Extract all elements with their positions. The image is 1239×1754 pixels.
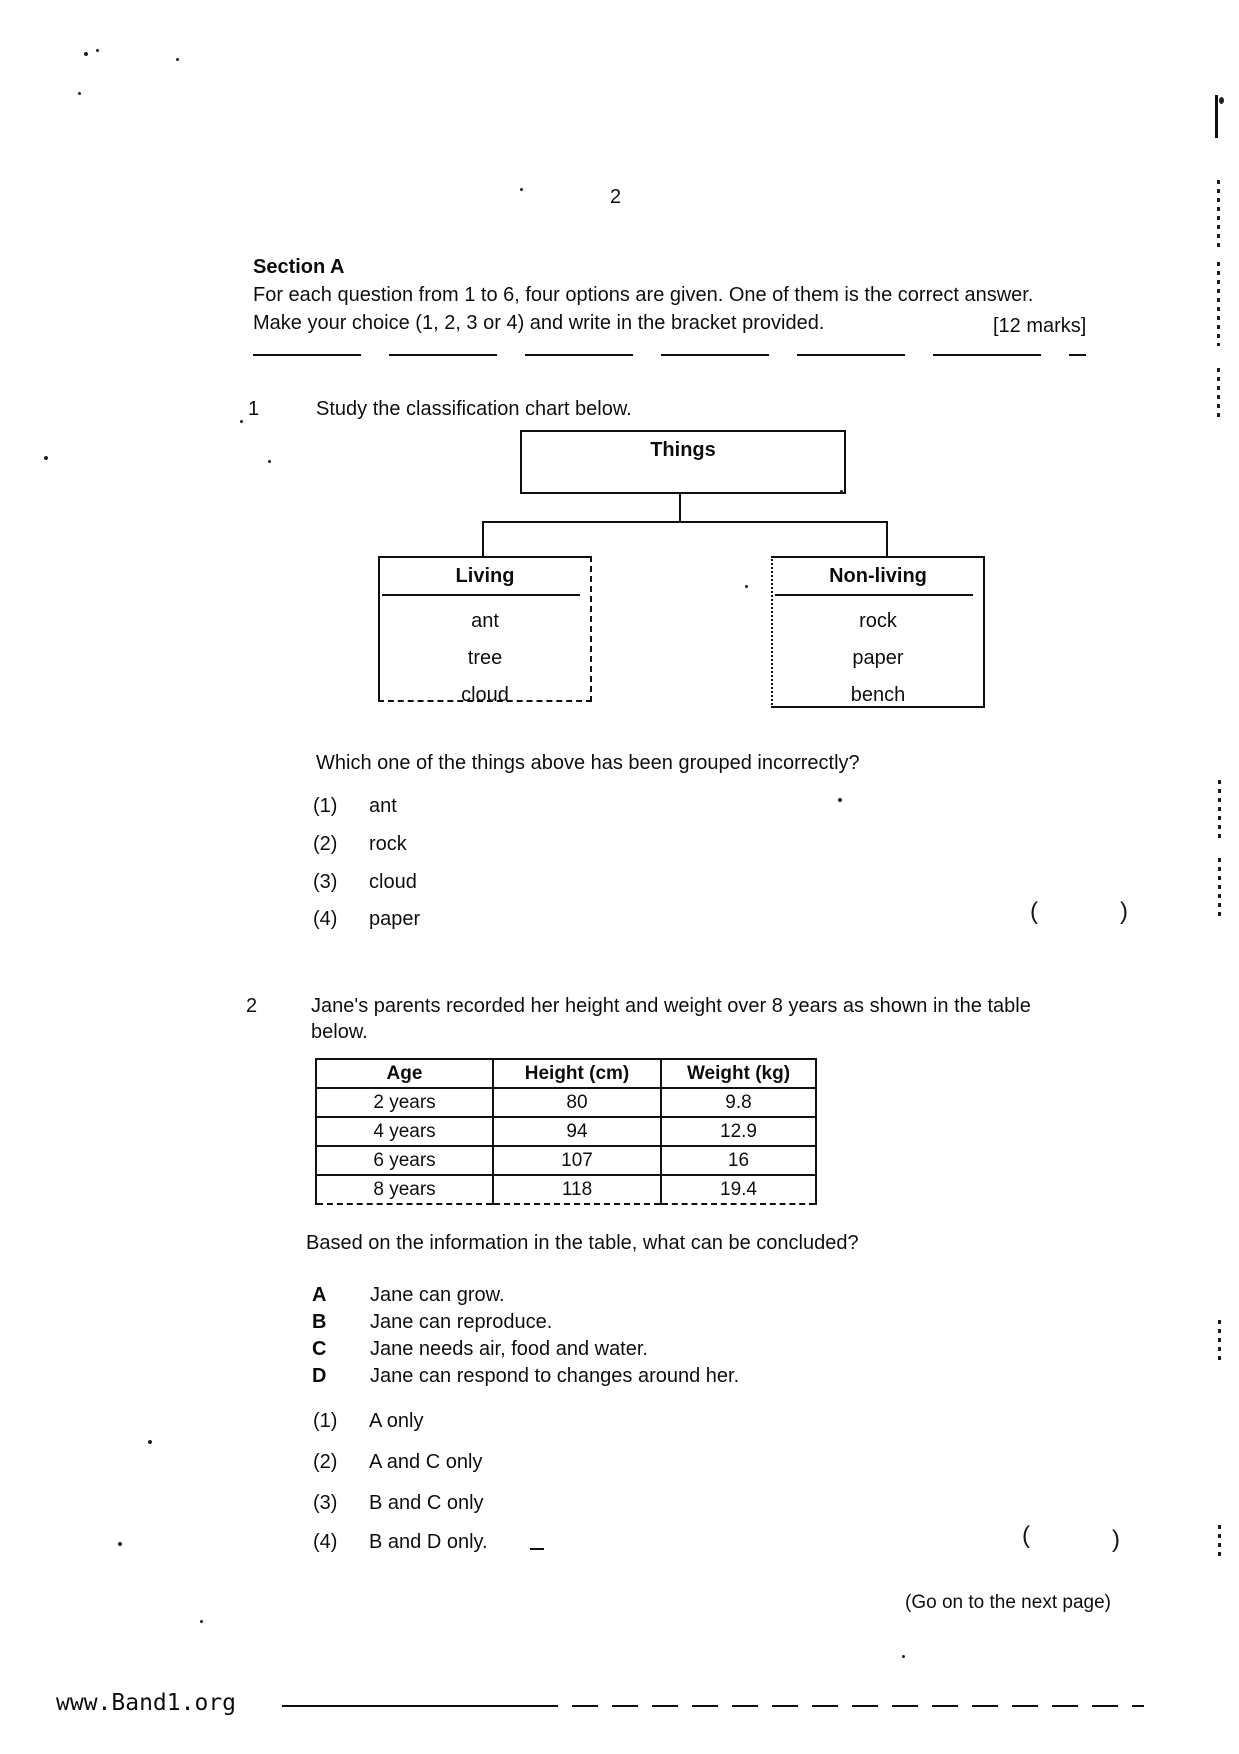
q2-option-4-label: B and D only. — [369, 1531, 488, 1553]
q2-cell-age-2: 4 years — [316, 1117, 493, 1146]
noise-speck — [44, 456, 48, 460]
q2-number: 2 — [246, 995, 258, 1017]
living-title-divider — [382, 594, 580, 596]
nonliving-item-rock: rock — [859, 610, 897, 632]
living-item-cloud: cloud — [461, 684, 509, 706]
noise-speck — [96, 49, 99, 52]
q2-statement-a-letter: A — [312, 1284, 327, 1306]
q1-prompt: Study the classification chart below. — [316, 398, 632, 420]
q2-option-1-num: (1) — [313, 1410, 338, 1432]
noise-speck — [520, 188, 523, 191]
nonliving-title-divider — [775, 594, 973, 596]
q2-option-3 — [313, 1490, 484, 1516]
q1-option-2-label: rock — [369, 833, 407, 855]
q2-table-header-weight: Weight (kg) — [661, 1059, 816, 1088]
noise-speck — [840, 490, 843, 493]
footer-line-dashed — [532, 1705, 1144, 1707]
q1-option-2-num: (2) — [313, 833, 338, 855]
q2-table-header-height: Height (cm) — [493, 1059, 661, 1088]
noise-speck — [268, 460, 271, 463]
q2-cell-height-1: 80 — [493, 1088, 661, 1117]
q1-option-1-num: (1) — [313, 795, 338, 817]
q2-cell-height-3: 107 — [493, 1146, 661, 1175]
q2-table-header-row — [316, 1059, 816, 1088]
q2-statement-a-text: Jane can grow. — [370, 1284, 505, 1306]
q2-option-4 — [313, 1529, 488, 1555]
q1-option-3 — [313, 869, 417, 895]
q2-option-2-num: (2) — [313, 1451, 338, 1473]
q1-option-1-label: ant — [369, 795, 397, 817]
margin-dots-7 — [1218, 1525, 1221, 1560]
q2-cell-height-2: 94 — [493, 1117, 661, 1146]
q1-answer-bracket-close: ) — [1120, 898, 1128, 925]
q2-statement-b — [312, 1309, 552, 1335]
q2-statement-d-text: Jane can respond to changes around her. — [370, 1365, 740, 1387]
q2-cell-age-4: 8 years — [316, 1175, 493, 1204]
noise-speck — [176, 58, 179, 61]
crop-mark — [1215, 95, 1218, 138]
q2-option-1-label: A only — [369, 1410, 424, 1432]
section-instructions-line1: For each question from 1 to 6, four options are given. One of them is the correct answer. — [253, 284, 1034, 306]
q1-option-3-label: cloud — [369, 871, 417, 893]
nonliving-item-paper: paper — [852, 647, 904, 669]
q2-table-row-4 — [316, 1175, 816, 1204]
q2-question: Based on the information in the table, what can be concluded? — [306, 1232, 859, 1254]
q2-cell-age-3: 6 years — [316, 1146, 493, 1175]
q2-cell-weight-3: 16 — [661, 1146, 816, 1175]
scan-dash-artifact — [530, 1548, 544, 1550]
margin-dots-6 — [1218, 1320, 1221, 1360]
q1-option-1 — [313, 793, 397, 819]
living-item-ant: ant — [471, 610, 499, 632]
connector-root-stem — [679, 492, 681, 521]
q2-option-3-num: (3) — [313, 1492, 338, 1514]
crop-mark-flag — [1219, 97, 1224, 104]
living-item-tree: tree — [467, 647, 503, 669]
q2-prompt: Jane's parents recorded her height and weight over 8 years as shown in the table below. — [311, 995, 1031, 1043]
q1-option-4-num: (4) — [313, 908, 338, 930]
q2-statement-a — [312, 1282, 505, 1308]
q2-answer-bracket-open: ( — [1022, 1522, 1030, 1549]
q2-statement-c-text: Jane needs air, food and water. — [370, 1338, 648, 1360]
noise-speck — [84, 52, 88, 56]
q1-question: Which one of the things above has been grouped incorrectly? — [316, 752, 860, 774]
q2-statement-c-letter: C — [312, 1338, 327, 1360]
q2-cell-weight-4: 19.4 — [661, 1175, 816, 1204]
section-instructions-line2: Make your choice (1, 2, 3 or 4) and write in the bracket provided. — [253, 312, 825, 334]
chart-root-box — [520, 430, 846, 494]
margin-dots-1 — [1217, 180, 1220, 248]
chart-root-label: Things — [650, 439, 716, 461]
q2-cell-weight-1: 9.8 — [661, 1088, 816, 1117]
q2-answer-bracket-close: ) — [1112, 1526, 1120, 1553]
q1-option-4 — [313, 906, 420, 932]
noise-speck — [745, 585, 748, 588]
connector-horizontal — [482, 521, 888, 523]
connector-right-drop — [886, 521, 888, 556]
chart-living-title: Living — [455, 565, 515, 587]
q2-option-4-num: (4) — [313, 1531, 338, 1553]
connector-left-drop — [482, 521, 484, 556]
q2-cell-weight-2: 12.9 — [661, 1117, 816, 1146]
noise-speck — [78, 92, 81, 95]
nonliving-item-bench: bench — [850, 684, 906, 706]
q2-cell-height-4: 118 — [493, 1175, 661, 1204]
q2-statement-b-letter: B — [312, 1311, 327, 1333]
q2-table-row-3 — [316, 1146, 816, 1175]
q1-option-2 — [313, 831, 407, 857]
q2-cell-age-1: 2 years — [316, 1088, 493, 1117]
q2-table-row-2 — [316, 1117, 816, 1146]
q2-table-row-1 — [316, 1088, 816, 1117]
q2-statement-d-letter: D — [312, 1365, 327, 1387]
noise-speck — [118, 1542, 122, 1546]
q2-option-2 — [313, 1449, 482, 1475]
chart-nonliving-title: Non-living — [829, 565, 927, 587]
q2-statement-b-text: Jane can reproduce. — [370, 1311, 553, 1333]
margin-dots-3 — [1217, 368, 1220, 420]
margin-dots-2 — [1217, 262, 1220, 346]
chart-nonliving-box — [771, 556, 985, 708]
go-on-note: (Go on to the next page) — [905, 1592, 1111, 1613]
noise-speck — [902, 1655, 905, 1658]
footer-url: www.Band1.org — [56, 1690, 237, 1716]
q1-number: 1 — [248, 398, 260, 420]
q2-table-header-age: Age — [316, 1059, 493, 1088]
section-divider-rule — [253, 354, 1086, 356]
q1-option-4-label: paper — [369, 908, 421, 930]
q2-table — [315, 1058, 817, 1205]
q1-answer-bracket-open: ( — [1030, 898, 1038, 925]
margin-dots-5 — [1218, 858, 1221, 920]
noise-speck — [148, 1440, 152, 1444]
q2-statement-d — [312, 1363, 739, 1389]
q2-option-3-label: B and C only — [369, 1492, 484, 1514]
footer-line-solid — [282, 1705, 532, 1707]
q2-option-1 — [313, 1408, 423, 1434]
page-number: 2 — [610, 186, 622, 208]
q2-option-2-label: A and C only — [369, 1451, 483, 1473]
chart-living-box — [378, 556, 592, 706]
noise-speck — [200, 1620, 203, 1623]
noise-speck — [240, 420, 243, 423]
q1-option-3-num: (3) — [313, 871, 338, 893]
q2-statement-c — [312, 1336, 648, 1362]
margin-dots-4 — [1218, 780, 1221, 843]
noise-speck — [838, 798, 842, 802]
section-title: Section A — [253, 256, 345, 278]
section-marks: [12 marks] — [993, 315, 1087, 337]
